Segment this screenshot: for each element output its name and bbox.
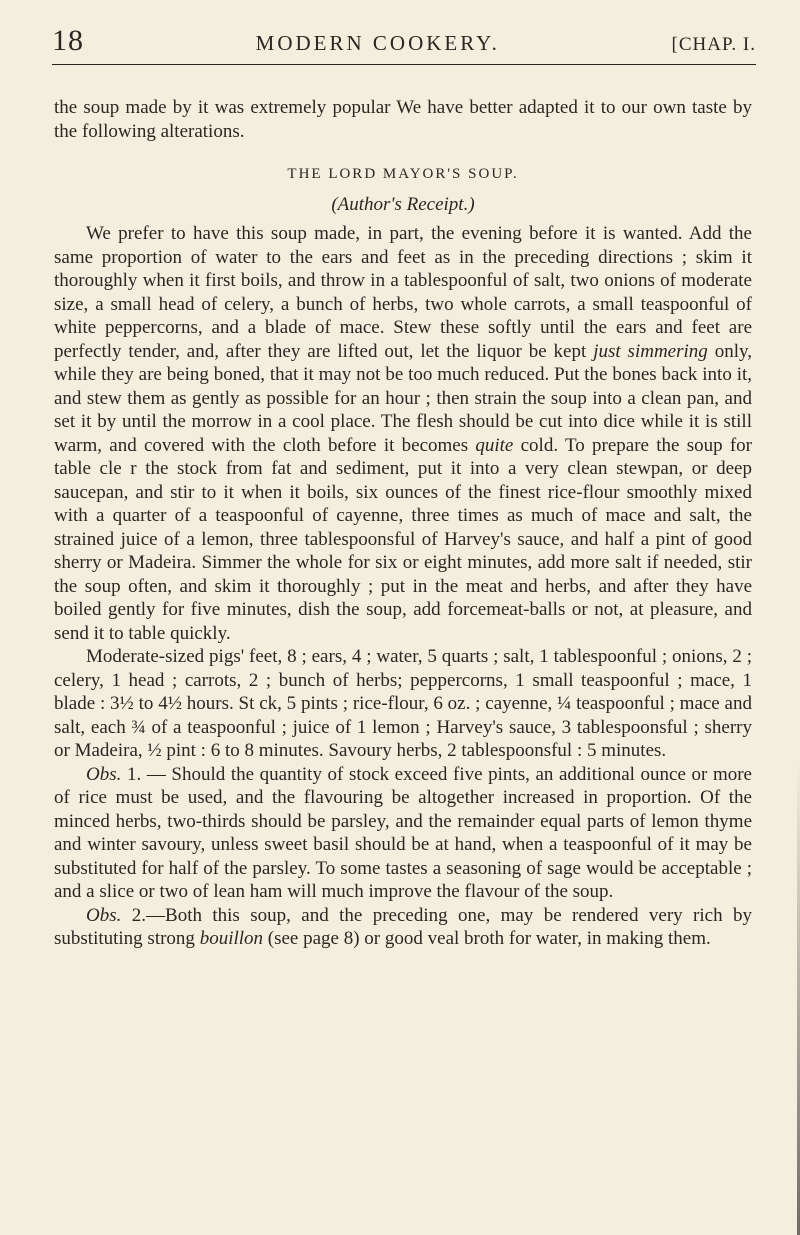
observation-1 [54, 763, 752, 904]
obs2-text-a: 2.—Both this soup, and the preceding one, may be rendered very rich by substituting strong [54, 904, 752, 949]
page-number: 18 [52, 24, 84, 57]
ingredients-paragraph: Moderate-sized pigs' feet, 8 ; ears, 4 ; water, 5 quarts ; salt, 1 tablespoonful ; onions, 2 ; celery, 1 head ; carrots, 2 ; bunch of herbs; peppercorns, 1 small teaspoonful ; mace, 1 blade : 3½ to 4½ hours. St ck, 5 pints ; rice-flour, 6 oz. ; cayenne, ¼ teaspoonful ; mace and salt, each ¾ of a teaspoonful ; juice of 1 lemon ; Harvey's sauce, 3 tablespoonsful ; sherry or Madeira, ½ pint : 6 to 8 minutes. Savoury herbs, 2 tablespoonsful : 5 minutes. [54, 646, 752, 761]
obs2-label: Obs. [86, 904, 122, 926]
method-text-c: cold. To prepare the soup for table cle r the stock from fat and sediment, put it into a very clean stewpan, or deep saucepan, and stir to it when it boils, six ounces of the finest rice-flour smoothly mixed with a quarter of a teaspoonful of cayenne, three times as much of mace and salt, the strained juice of a lemon, three tablespoonsful of Harvey's sauce, and half a pint of good sherry or Madeira. Simmer the whole for six or eight minutes, add more salt if needed, stir the soup often, and skim it thoroughly ; put in the meat and herbs, and after they have boiled gently for five minutes, dish the soup, add forcemeat-balls or not, at pleasure, and send it to table quickly. [54, 434, 752, 644]
obs1-text: 1. — Should the quantity of stock exceed five pints, an additional ounce or more of rice must be used, and the flavouring be altogether increased in proportion. Of the minced herbs, two-thirds should be parsley, and the remainder equal parts of lemon thyme and winter savoury, unless sweet basil should be at hand, when a teaspoonful of it may be substituted for half of the parsley. To some tastes a seasoning of sage would be acceptable ; and a slice or two of lean ham will much improve the flavour of the soup. [54, 763, 752, 902]
body-text [54, 96, 752, 951]
obs1-label: Obs. [86, 763, 122, 785]
method-text-b: only, while they are being boned, that it may not be too much reduced. Put the bones back into it, and stew them as gently as possible for an hour ; then strain the soup into a clean pan, and set it by until the morrow in a cool place. The flesh should be cut into dice while it is still warm, and covered with the cloth before it becomes [54, 340, 752, 456]
intro-paragraph: the soup made by it was extremely popular We have better adapted it to our own taste by the following alterations. [54, 97, 752, 142]
recipe-title: THE LORD MAYOR'S SOUP. [287, 166, 519, 182]
method-paragraph [54, 222, 752, 645]
method-emphasis-1: just simmering [593, 340, 708, 362]
observation-2 [54, 904, 752, 951]
chapter-reference: [CHAP. I. [671, 34, 756, 55]
obs2-text-b: (see page 8) or good veal broth for water, in making them. [263, 928, 711, 949]
method-emphasis-2: quite [475, 434, 514, 456]
book-title: MODERN COOKERY. [255, 31, 500, 55]
method-text-a: We prefer to have this soup made, in part, the evening before it is wanted. Add the same proportion of water to the ears and feet as in the preceding directions ; skim it thoroughly when it first boils, and throw in a tablespoonful of salt, two onions of moderate size, a small head of celery, a bunch of herbs, two whole carrots, a small teaspoonful of white peppercorns, and a blade of mace. Stew these softly until the ears and feet are perfectly tender, and, after they are lifted out, let the liquor be kept [54, 223, 752, 362]
recipe-subtitle: (Author's Receipt.) [331, 193, 475, 215]
obs2-emphasis: bouillon [199, 928, 264, 949]
running-head [52, 24, 756, 65]
